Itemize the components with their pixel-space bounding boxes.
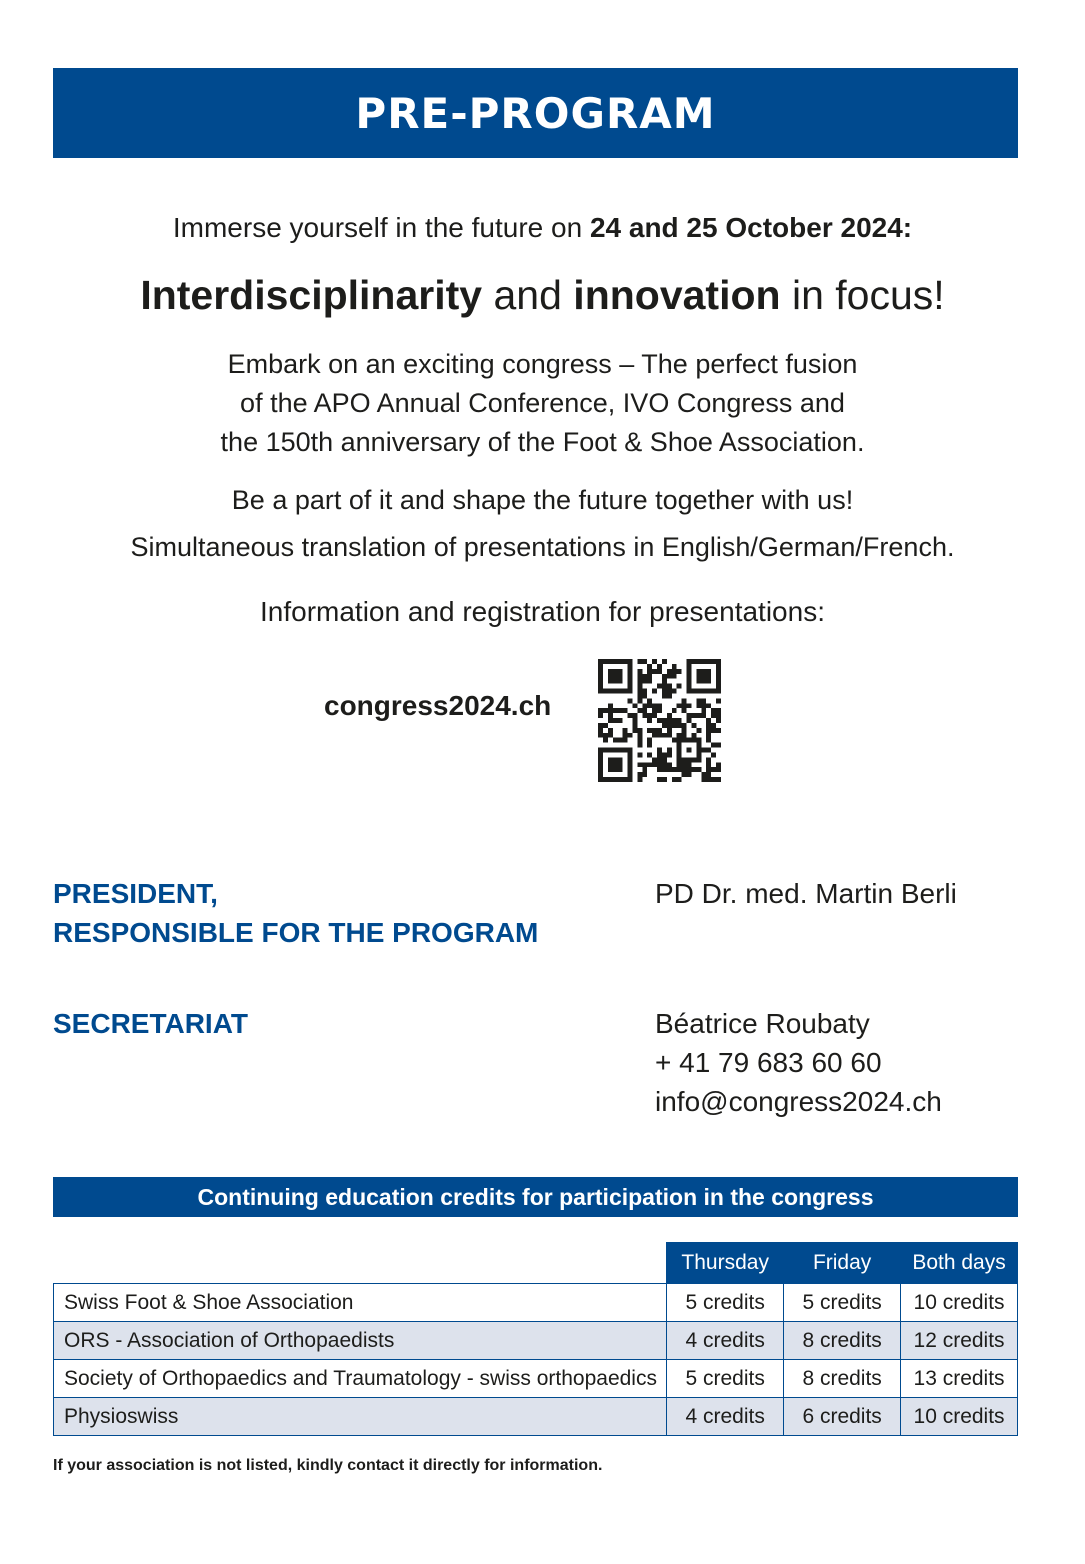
headline-word-4: in focus! <box>780 272 945 318</box>
intro-dates: 24 and 25 October 2024: <box>589 212 913 243</box>
header-friday: Friday <box>784 1243 901 1284</box>
footnote: If your association is not listed, kindly contact it directly for information. <box>53 1457 603 1474</box>
both-days-credits: 12 credits <box>901 1322 1018 1360</box>
description-paragraph <box>0 345 1085 462</box>
friday-credits: 6 credits <box>784 1398 901 1436</box>
call-line-2: Simultaneous translation of presentations in English/German/French. <box>130 532 955 562</box>
thursday-credits: 4 credits <box>667 1398 784 1436</box>
call-line-1: Be a part of it and shape the future together with us! <box>231 485 854 515</box>
president-label-line-1: PRESIDENT, <box>53 878 218 909</box>
description-line-1: Embark on an exciting congress – The perfect fusion <box>227 349 858 379</box>
president-label <box>53 874 538 952</box>
friday-credits: 5 credits <box>784 1284 901 1322</box>
secretariat-email[interactable]: info@congress2024.ch <box>655 1086 942 1117</box>
banner-title: PRE-PROGRAM <box>355 88 716 138</box>
secretariat-name: Béatrice Roubaty <box>655 1008 870 1039</box>
headline-word-3: innovation <box>573 272 781 318</box>
secretariat-contact <box>655 1004 942 1121</box>
table-row <box>54 1284 1018 1322</box>
headline <box>0 272 1085 319</box>
page-banner <box>53 68 1018 158</box>
intro-line <box>0 212 1085 244</box>
description-line-2: of the APO Annual Conference, IVO Congress and <box>240 388 845 418</box>
credits-table <box>53 1242 1018 1436</box>
info-line: Information and registration for presentations: <box>260 596 825 627</box>
intro-prefix: Immerse yourself in the future on <box>172 212 590 243</box>
header-thursday: Thursday <box>667 1243 784 1284</box>
friday-credits: 8 credits <box>784 1322 901 1360</box>
both-days-credits: 13 credits <box>901 1360 1018 1398</box>
credits-title-banner <box>53 1177 1018 1217</box>
association-cell: Swiss Foot & Shoe Association <box>54 1284 667 1322</box>
thursday-credits: 4 credits <box>667 1322 784 1360</box>
headline-word-2: and <box>482 272 574 318</box>
qr-code-icon[interactable] <box>598 659 721 782</box>
table-row <box>54 1322 1018 1360</box>
both-days-credits: 10 credits <box>901 1398 1018 1436</box>
association-cell: Physioswiss <box>54 1398 667 1436</box>
secretariat-phone[interactable]: + 41 79 683 60 60 <box>655 1047 882 1078</box>
association-cell: Society of Orthopaedics and Traumatology - swiss orthopaedics <box>54 1360 667 1398</box>
table-row <box>54 1398 1018 1436</box>
credits-title: Continuing education credits for participation in the congress <box>197 1183 874 1210</box>
both-days-credits: 10 credits <box>901 1284 1018 1322</box>
president-label-line-2: RESPONSIBLE FOR THE PROGRAM <box>53 917 539 948</box>
table-row <box>54 1360 1018 1398</box>
header-blank-cell <box>54 1243 667 1284</box>
thursday-credits: 5 credits <box>667 1360 784 1398</box>
credits-header-row <box>54 1243 1018 1284</box>
thursday-credits: 5 credits <box>667 1284 784 1322</box>
headline-word-1: Interdisciplinarity <box>140 272 483 318</box>
header-both-days: Both days <box>901 1243 1018 1284</box>
president-name: PD Dr. med. Martin Berli <box>655 878 957 909</box>
call-paragraph <box>0 481 1085 567</box>
friday-credits: 8 credits <box>784 1360 901 1398</box>
website-link[interactable]: congress2024.ch <box>324 690 552 721</box>
association-cell: ORS - Association of Orthopaedists <box>54 1322 667 1360</box>
description-line-3: the 150th anniversary of the Foot & Shoe Association. <box>220 427 865 457</box>
secretariat-label: SECRETARIAT <box>53 1008 248 1039</box>
